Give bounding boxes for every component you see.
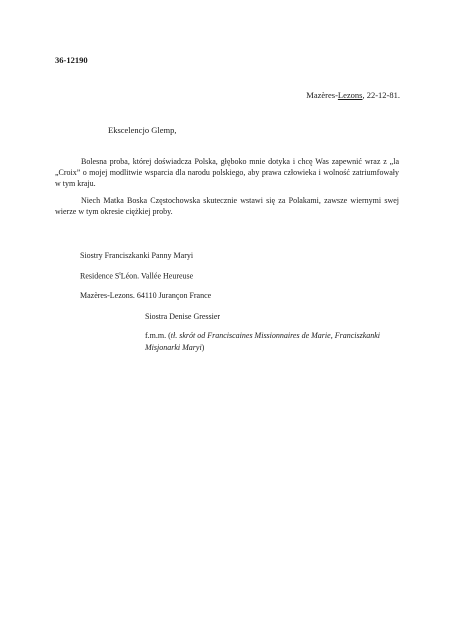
salutation: Ekscelencjo Glemp, <box>108 125 177 135</box>
residence-sup: t <box>119 272 121 277</box>
fmm-abbr: f.m.m. ( <box>145 331 171 340</box>
signature: Siostra Denise Gressier <box>145 312 221 321</box>
letter-date: , 22-12-81. <box>362 90 400 100</box>
letter-body <box>55 156 399 223</box>
paragraph-1: Bolesna proba, której doświadcza Polska, głęboko mnie dotyka i chcę Was zapewnić wraz z „la „Croix” o mojej modlitwie wsparcia dla narodu polskiego, aby prawa człowieka i wolność zatriumfowały w tym kraju. <box>55 157 399 188</box>
sender-name: Siostry Franciszkanki Panny Maryi <box>80 251 194 260</box>
reference-number: 36-12190 <box>55 55 88 65</box>
residence-rest: Léon. Vallée Heureuse <box>120 271 194 281</box>
place-underlined: Lezons <box>337 90 363 100</box>
sender-residence <box>80 265 211 286</box>
place-prefix: Mazères- <box>306 90 338 100</box>
fmm-note <box>55 330 399 354</box>
paragraph-2: Niech Matka Boska Częstochowska skutecznie wstawi się za Polakami, zawsze wiernymi swej wierze w tym okresie ciężkiej proby. <box>55 196 399 216</box>
fmm-close: ) <box>201 343 205 352</box>
sender-address: Mazères-Lezons. 64110 Jurançon France <box>80 290 212 300</box>
fmm-translation: tł. skrót od Franciscaines Missionnaires de Marie, Franciszkanki Misjonarki Maryi <box>145 331 381 352</box>
sender-block <box>80 246 211 305</box>
residence-prefix: Residence S <box>80 271 120 281</box>
place-and-date <box>306 90 400 100</box>
